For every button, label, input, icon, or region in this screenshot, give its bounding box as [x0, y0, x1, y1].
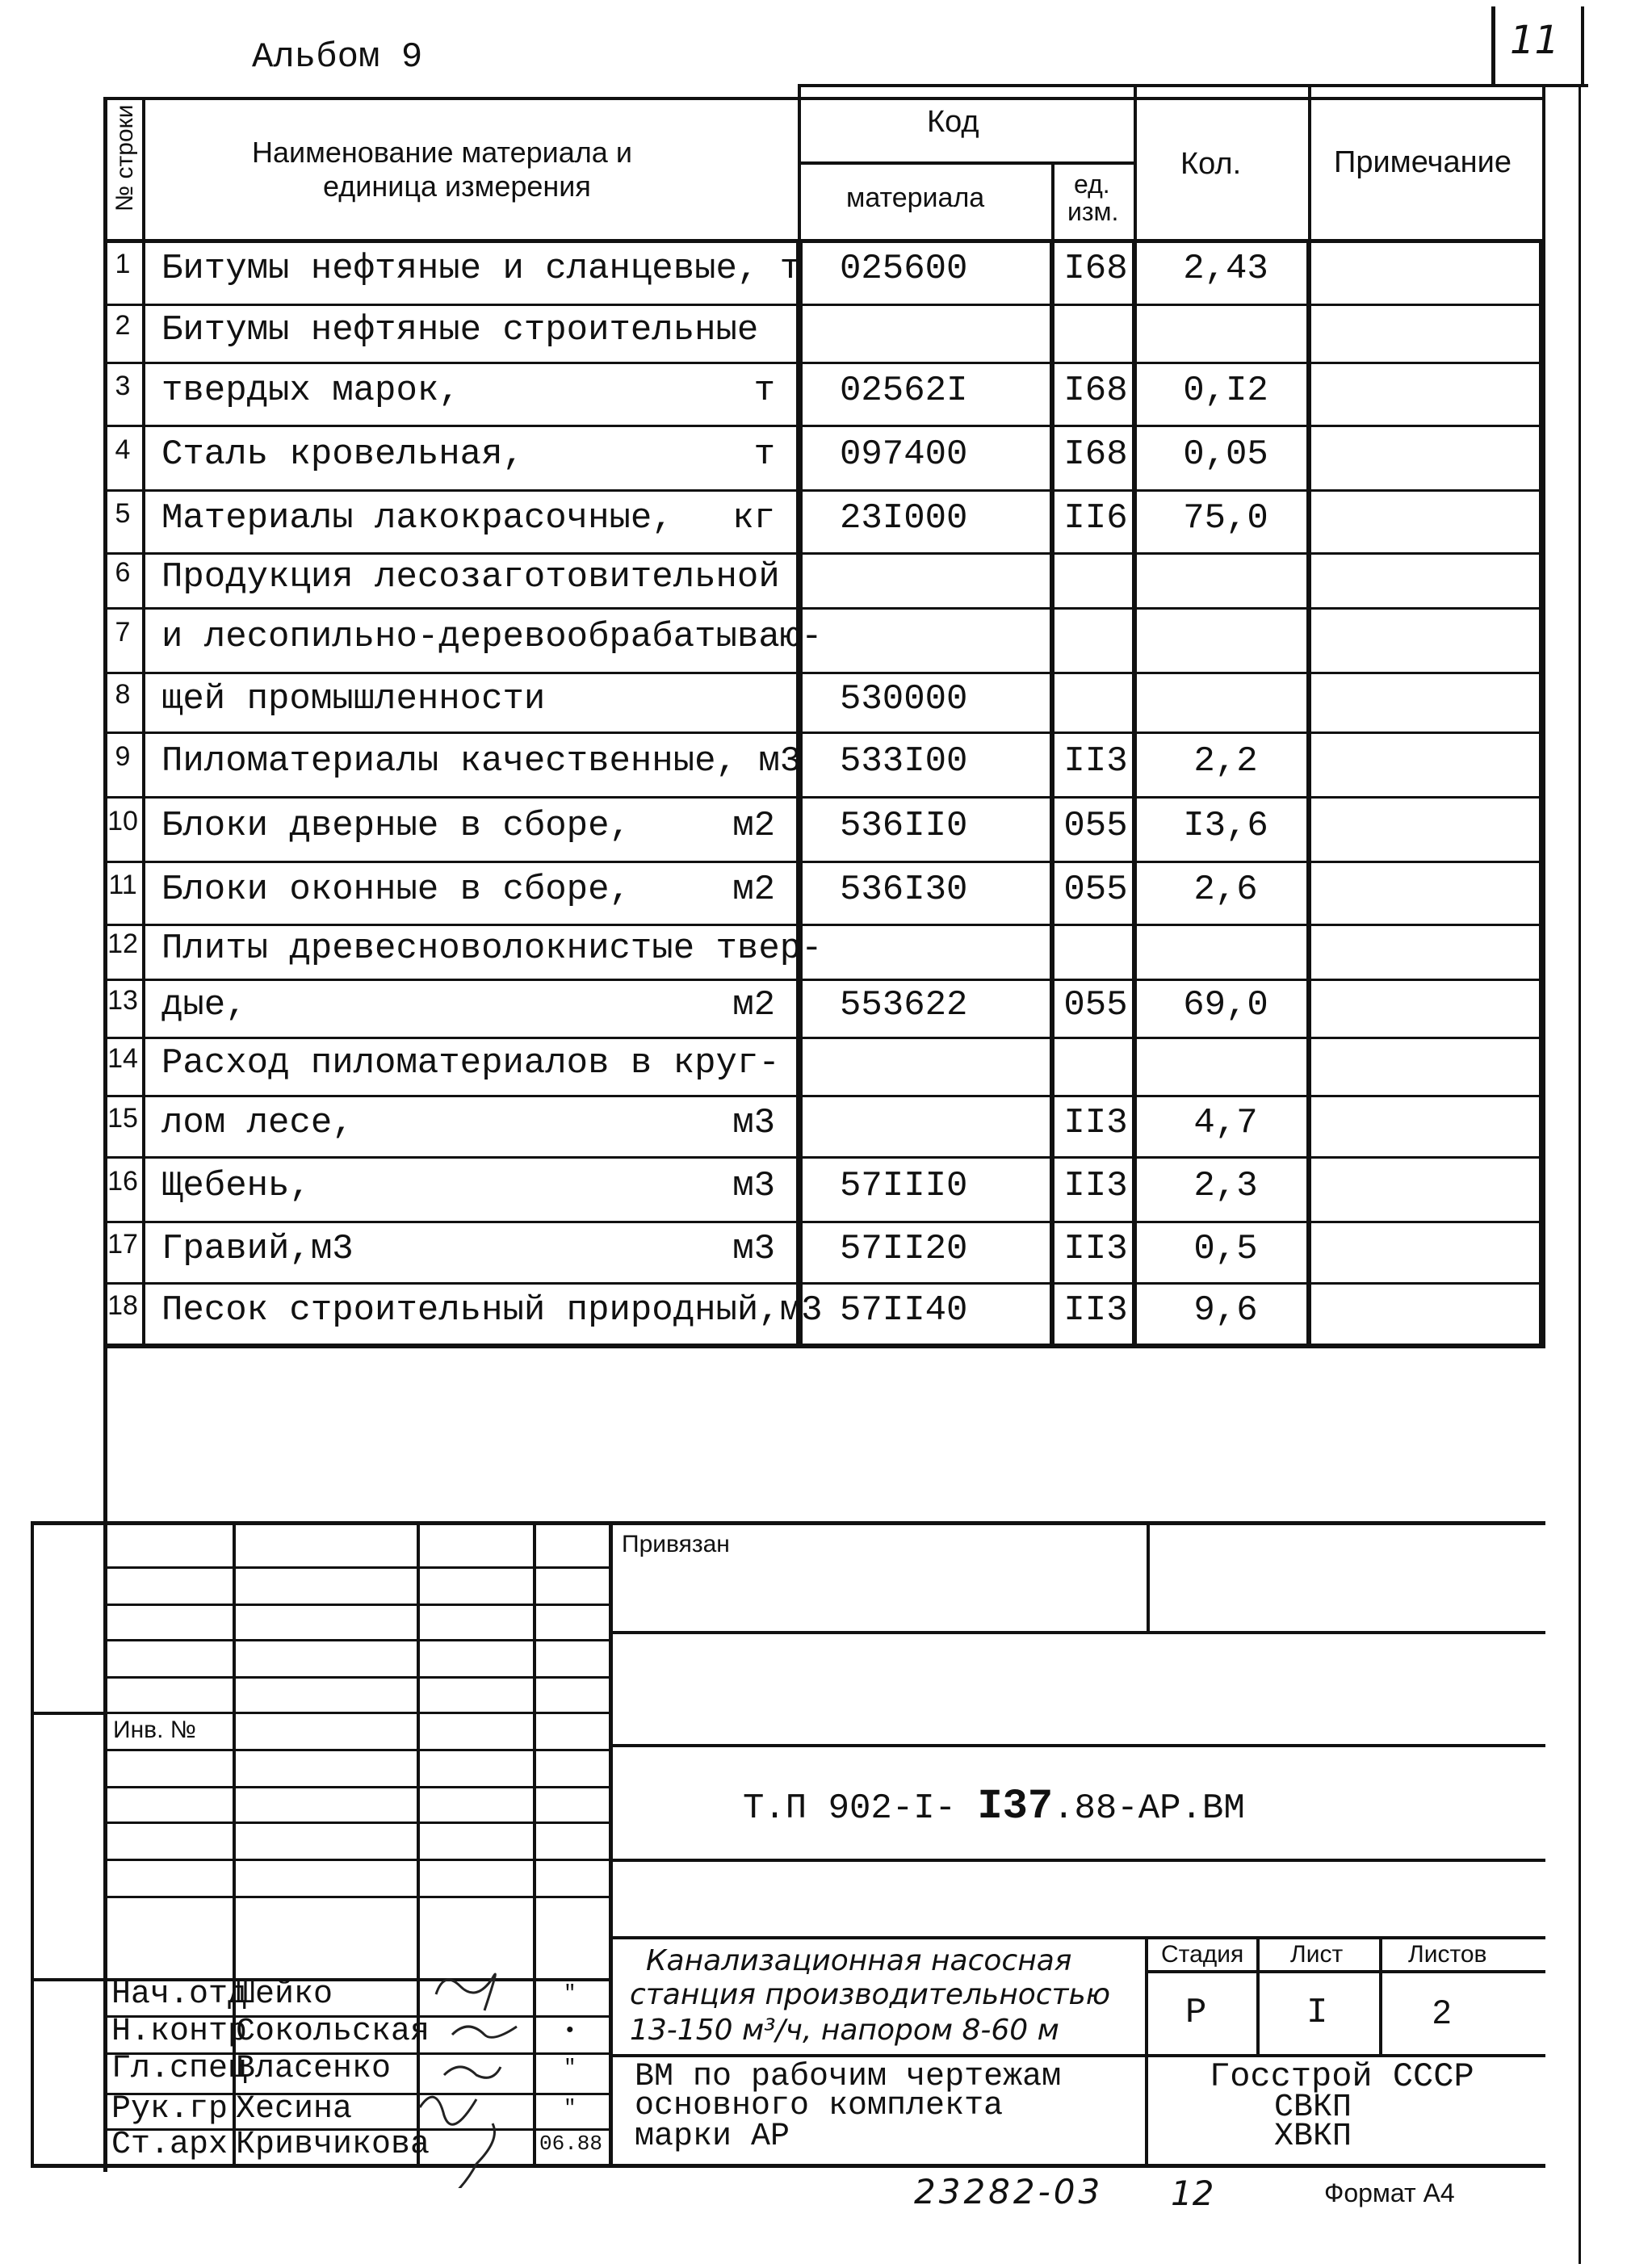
row-line: [103, 1095, 1542, 1097]
unit-code: I68: [1063, 371, 1128, 411]
signature-date: ": [564, 1981, 577, 2006]
signature-role: Рук.гр: [111, 2091, 229, 2128]
row-line: [103, 1221, 1542, 1223]
signature-name: Власенко: [236, 2051, 392, 2087]
unit-code: 055: [1063, 985, 1128, 1025]
row-number: 14: [107, 1043, 138, 1074]
signature-role: Нач.отд: [111, 1977, 248, 2013]
doc-code: [743, 1783, 1245, 1830]
material-unit: т: [753, 371, 775, 411]
unit-code: I68: [1063, 249, 1128, 289]
stamp-left-line-1: [107, 1566, 609, 1569]
row-number: 9: [115, 741, 131, 772]
quantity: 2,3: [1193, 1166, 1258, 1206]
material-name: Гравий,м3: [161, 1229, 354, 1269]
inv-no-label: Инв. №: [113, 1717, 196, 1743]
material-name: Расход пиломатериалов в круг-: [161, 1043, 780, 1084]
material-unit: м2: [732, 985, 775, 1025]
row-number: 7: [115, 617, 131, 648]
header-name-line2: единица измерения: [323, 170, 591, 203]
stamp-left-line-10: [107, 1896, 609, 1898]
sheet-number: 11: [1510, 18, 1560, 63]
body-divider-unit: [1050, 239, 1054, 1348]
stamp-left-line-4: [107, 1676, 609, 1679]
row-number: 11: [108, 870, 137, 900]
quantity: 0,5: [1193, 1229, 1258, 1269]
material-name: Плиты древесноволокнистые твер-: [161, 929, 823, 969]
header-code-material: материала: [846, 182, 985, 213]
row-line: [103, 425, 1542, 427]
material-name: твердых марок,: [161, 371, 460, 411]
header-divider-rownum: [142, 97, 145, 1348]
material-name: Сталь кровельная,: [161, 434, 524, 475]
quantity: 0,05: [1183, 434, 1268, 475]
quantity: 9,6: [1193, 1290, 1258, 1331]
header-code-unit-line2: изм.: [1067, 197, 1119, 226]
unit-code: II3: [1063, 1290, 1128, 1331]
row-line: [103, 552, 1542, 555]
header-code: Код: [927, 105, 979, 139]
row-line: [103, 1282, 1542, 1285]
stamp-left-line-8: [107, 1822, 609, 1824]
row-line: [103, 796, 1542, 799]
material-name: щей промышленности: [161, 679, 546, 719]
material-unit: т: [753, 434, 775, 475]
row-line: [103, 672, 1542, 674]
binding-strip-top: [31, 1521, 1545, 1525]
binding-strip-outer: [31, 1521, 34, 2167]
signature-role: Н.контр: [111, 2014, 248, 2050]
stamp-main-divider: [609, 1521, 613, 2167]
body-thick-right: [1539, 239, 1545, 1348]
album-label: Альбом 9: [252, 37, 423, 78]
row-line: [103, 861, 1542, 863]
page-margin-line: [1579, 84, 1581, 2264]
archive-page: 12: [1171, 2174, 1214, 2213]
row-line: [103, 1037, 1542, 1039]
sheet-value: I: [1306, 1993, 1328, 2033]
body-thick-bottom: [103, 1344, 1545, 1348]
header-note: Примечание: [1334, 145, 1512, 179]
binding-strip-split: [31, 1712, 107, 1715]
sheet-label: Лист: [1290, 1941, 1344, 1968]
row-line: [103, 979, 1542, 981]
row-number: 8: [115, 679, 131, 710]
material-unit: м3: [732, 1229, 775, 1269]
signature-scribble-4: [420, 2097, 476, 2124]
quantity: 75,0: [1183, 498, 1268, 539]
row-number: 2: [115, 310, 131, 341]
row-line: [103, 924, 1542, 926]
material-name: и лесопильно-деревообрабатываю-: [161, 617, 823, 657]
signature-date: ": [564, 2056, 577, 2080]
signature-role: Гл.спец: [111, 2051, 248, 2087]
row-line: [103, 304, 1542, 306]
signature-scribble-3: [444, 2067, 501, 2077]
doc-code-prefix: Т.П 902-I-: [743, 1788, 957, 1829]
signature-scribble-5: [452, 2123, 495, 2188]
stamp-stage-header-line: [1145, 1970, 1545, 1973]
unit-code: II3: [1063, 1166, 1128, 1206]
project-title-line3: 13-150 м³/ч, напором 8-60 м: [630, 2014, 1059, 2047]
material-name: Блоки оконные в сборе,: [161, 870, 631, 910]
header-code-split-line: [798, 161, 1135, 165]
stamp-left-line-3: [107, 1639, 609, 1641]
quantity: 2,43: [1183, 249, 1268, 289]
row-number: 4: [115, 434, 131, 465]
material-code: 530000: [840, 679, 968, 719]
signature-role: Ст.арх: [111, 2127, 229, 2163]
header-bottom-line: [103, 239, 1545, 243]
unit-code: 055: [1063, 806, 1128, 846]
stamp-line-code-top: [609, 1744, 1545, 1747]
material-name: Пиломатериалы качественные, м3: [161, 741, 802, 782]
material-code: 536I30: [840, 870, 968, 910]
stamp-left-line-5: [107, 1712, 609, 1714]
project-title-line1: Канализационная насосная: [646, 1944, 1072, 1977]
format-label: Формат А4: [1324, 2178, 1455, 2207]
signature-scribble-2: [452, 2027, 517, 2037]
material-name: Песок строительный природный,м3: [161, 1290, 823, 1331]
doc-code-number: I37: [977, 1783, 1054, 1830]
archive-number: 23282-03: [914, 2172, 1104, 2211]
unit-code: II3: [1063, 1229, 1128, 1269]
signature-date: •: [564, 2019, 577, 2043]
header-qty: Кол.: [1180, 147, 1242, 181]
material-name: дые,: [161, 985, 247, 1025]
sheet-number-box-right: [1581, 6, 1584, 87]
material-unit: м3: [732, 1166, 775, 1206]
row-number: 1: [115, 249, 131, 279]
quantity: I3,6: [1183, 806, 1268, 846]
doc-desc-line1: ВМ по рабочим чертежам: [635, 2059, 1062, 2095]
material-name: Продукция лесозаготовительной: [161, 557, 780, 597]
attached-label: Привязан: [622, 1531, 730, 1557]
quantity: 2,6: [1193, 870, 1258, 910]
row-line: [103, 1156, 1542, 1159]
quantity: 69,0: [1183, 985, 1268, 1025]
unit-code: I68: [1063, 434, 1128, 475]
row-line: [103, 607, 1542, 610]
signature-date: 06.88: [539, 2132, 603, 2156]
row-number: 18: [107, 1290, 138, 1321]
stamp-left-line-7: [107, 1786, 609, 1788]
row-line: [103, 489, 1542, 492]
row-number: 17: [107, 1229, 138, 1260]
material-name: Щебень,: [161, 1166, 311, 1206]
stamp-sheet-divider: [1256, 1936, 1260, 2054]
unit-code: II6: [1063, 498, 1128, 539]
material-code: 025600: [840, 249, 968, 289]
material-code: 553622: [840, 985, 968, 1025]
signature-date: ": [564, 2096, 577, 2120]
material-name: Битумы нефтяные строительные: [161, 310, 759, 350]
material-code: 536II0: [840, 806, 968, 846]
row-line: [103, 732, 1542, 734]
material-name: Блоки дверные в сборе,: [161, 806, 631, 846]
org-line1: Госстрой СССР: [1210, 2057, 1474, 2096]
material-name: Битумы нефтяные и сланцевые, т: [161, 249, 802, 289]
material-code: 533I00: [840, 741, 968, 782]
stamp-line-title-top: [609, 1936, 1545, 1939]
material-name: лом лесе,: [161, 1103, 354, 1143]
stamp-left-line-6: [107, 1749, 609, 1751]
row-line: [103, 362, 1542, 364]
header-top-line: [798, 84, 1545, 87]
row-number: 13: [107, 985, 138, 1016]
material-code: 57II40: [840, 1290, 968, 1331]
unit-code: 055: [1063, 870, 1128, 910]
signature-name: Кривчикова: [236, 2127, 430, 2163]
header-divider-unit: [1051, 161, 1054, 242]
material-unit: м2: [732, 870, 775, 910]
unit-code: II3: [1063, 741, 1128, 782]
signature-name: Шейко: [236, 1977, 333, 2013]
material-code: 57III0: [840, 1166, 968, 1206]
material-unit: кг: [732, 498, 775, 539]
material-code: 097400: [840, 434, 968, 475]
row-number: 10: [107, 806, 138, 836]
frame-top-line: [103, 97, 1545, 100]
sheets-label: Листов: [1408, 1941, 1487, 1968]
project-title-line2: станция производительностью: [630, 1978, 1111, 2011]
org-line2: СВКП: [1274, 2090, 1352, 2126]
material-code: 02562I: [840, 371, 968, 411]
row-number: 12: [107, 929, 138, 959]
stage-label: Стадия: [1161, 1941, 1244, 1968]
material-unit: м3: [732, 1103, 775, 1143]
sheet-number-box-left: [1491, 6, 1495, 87]
stamp-attached-divider: [1147, 1521, 1150, 1633]
stamp-bottom-line: [31, 2164, 1545, 2168]
org-line3: ХВКП: [1274, 2119, 1352, 2155]
signature-name: Хесина: [236, 2091, 353, 2128]
material-name: Материалы лакокрасочные,: [161, 498, 673, 539]
row-number: 3: [115, 371, 131, 401]
quantity: 4,7: [1193, 1103, 1258, 1143]
material-unit: м2: [732, 806, 775, 846]
body-divider-name: [796, 239, 803, 1348]
stamp-sheets-divider: [1379, 1936, 1382, 2054]
stamp-left-line-9: [107, 1859, 609, 1861]
row-number: 5: [115, 498, 131, 529]
doc-desc-line2: основного комплекта: [635, 2088, 1004, 2124]
stage-value: Р: [1185, 1993, 1207, 2033]
quantity: 0,I2: [1183, 371, 1268, 411]
unit-code: II3: [1063, 1103, 1128, 1143]
sheets-value: 2: [1432, 1993, 1452, 2031]
signature-scribble-1: [436, 1974, 495, 2010]
header-row-number: № строки: [111, 104, 138, 212]
material-code: 23I000: [840, 498, 968, 539]
signature-name: Сокольская: [236, 2014, 430, 2050]
row-number: 6: [115, 557, 131, 588]
stamp-line-attached: [609, 1631, 1545, 1634]
material-code: 57II20: [840, 1229, 968, 1269]
signature-scribbles: [404, 1946, 581, 2188]
quantity: 2,2: [1193, 741, 1258, 782]
stamp-left-line-2: [107, 1604, 609, 1606]
header-name: Наименование материала и: [252, 136, 632, 169]
doc-desc-line3: марки АР: [635, 2119, 790, 2155]
header-code-unit: ед.: [1074, 170, 1110, 199]
doc-code-tail: .88-АР.ВМ: [1053, 1788, 1245, 1829]
row-number: 16: [107, 1166, 138, 1197]
stamp-line-code-bottom: [609, 1859, 1545, 1862]
header-divider-note: [1308, 84, 1311, 242]
row-number: 15: [107, 1103, 138, 1134]
